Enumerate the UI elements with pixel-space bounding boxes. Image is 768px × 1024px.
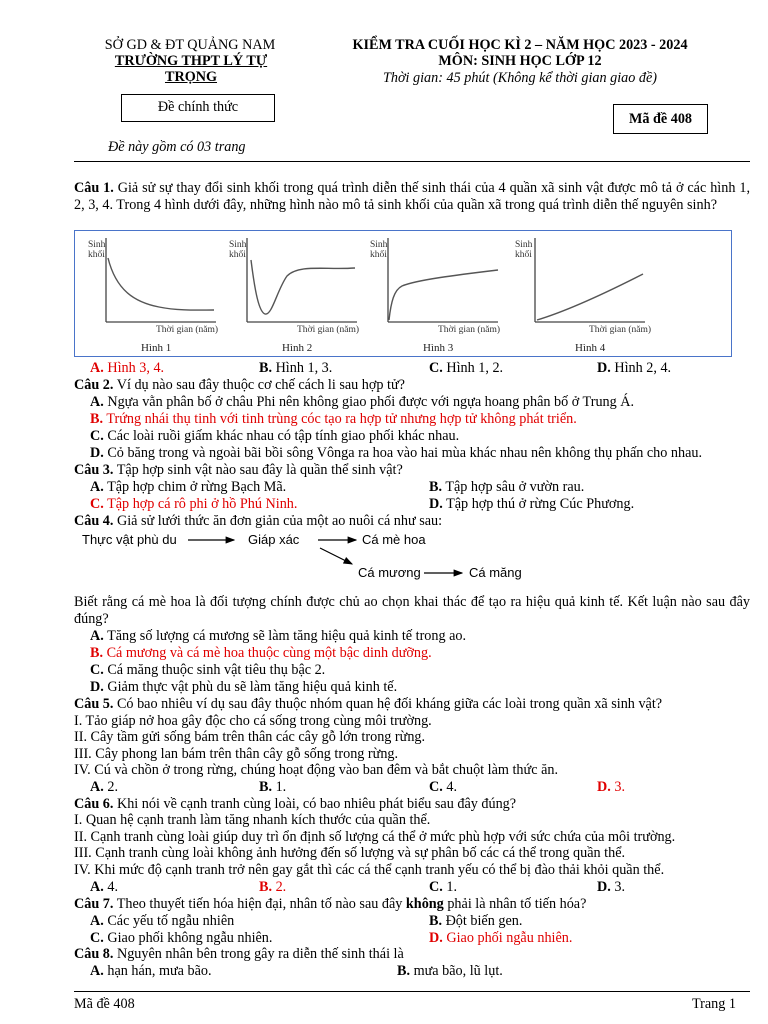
fig2-ylabel-2: khối — [229, 250, 246, 260]
exam-time: Thời gian: 45 phút (Không kể thời gian giao đề) — [382, 70, 658, 86]
foodweb-node-cyprinid: Cá mương — [358, 565, 421, 580]
exam-title: KIỂM TRA CUỐI HỌC KÌ 2 – NĂM HỌC 2023 - 2024 — [352, 37, 688, 53]
q8-stem: Câu 8. Nguyên nhân bên trong gây ra diễn thế sinh thái là — [74, 946, 404, 962]
fig1-xlabel: Thời gian (năm) — [156, 325, 219, 335]
fig1-ylabel-2: khối — [88, 250, 105, 260]
q4-option-c: C. Cá măng thuộc sinh vật tiêu thụ bậc 2. — [90, 662, 326, 678]
foodweb-node-crustacean: Giáp xác — [248, 532, 300, 547]
fig2-ylabel-1: Sinh — [229, 240, 247, 250]
q6-statement-3: III. Cạnh tranh cùng loài không ảnh hưởng đến số lượng và sự phân bố các cá thể trong quần thể. — [74, 845, 626, 861]
fig4-ylabel-2: khối — [515, 250, 532, 260]
q1-option-b: B. Hình 1, 3. — [259, 360, 333, 376]
fig3-xlabel: Thời gian (năm) — [438, 325, 501, 335]
footer-code: Mã đề 408 — [74, 996, 135, 1012]
q4-option-b: B. Cá mương và cá mè hoa thuộc cùng một bậc dinh dưỡng. — [90, 645, 432, 661]
q6-option-c: C. 1. — [429, 879, 457, 895]
q1-option-c: C. Hình 1, 2. — [429, 360, 504, 376]
q4-question: Biết rằng cá mè hoa là đối tượng chính được chủ ao chọn khai thác để tạo ra hiệu quả kinh tế. Kết luận nào sau đây đúng? — [74, 594, 750, 627]
footer-divider — [74, 991, 750, 992]
q4-option-d: D. Giảm thực vật phù du sẽ làm tăng hiệu quả kinh tế. — [90, 679, 398, 695]
q2-option-b: B. Trứng nhái thụ tinh với tinh trùng cóc tạo ra hợp tử nhưng hợp tử không phát triển. — [90, 411, 577, 427]
q5-option-a: A. 2. — [90, 779, 118, 795]
q6-statement-2: II. Cạnh tranh cùng loài giúp duy trì ổn định số lượng cá thể ở mức phù hợp với sức chứa của môi trường. — [74, 829, 676, 845]
q5-statement-4: IV. Cú và chồn ở trong rừng, chúng hoạt động vào ban đêm và bắt chuột làm thức ăn. — [74, 762, 559, 778]
q3-stem: Câu 3. Tập hợp sinh vật nào sau đây là quần thể sinh vật? — [74, 462, 403, 478]
header-dept: SỞ GD & ĐT QUẢNG NAM — [104, 37, 276, 53]
q1-option-a: A. Hình 3, 4. — [90, 360, 165, 376]
q2-option-d: D. Cỏ băng trong và ngoài bãi bồi sông Vônga ra hoa vào hai mùa khác nhau nên không thụ phấn cho nhau. — [90, 445, 703, 461]
exam-subject: MÔN: SINH HỌC LỚP 12 — [438, 53, 602, 69]
fig2-caption: Hình 2 — [282, 342, 313, 354]
q6-statement-4: IV. Khi mức độ cạnh tranh trở nên gay gắt thì các cá thể cạnh tranh yếu có thể bị đào thải khỏi quần thể. — [74, 862, 665, 878]
fig3-ylabel-1: Sinh — [370, 240, 388, 250]
q2-option-c: C. Các loài ruồi giấm khác nhau có tập tính giao phối khác nhau. — [90, 428, 460, 444]
q1-text: Giả sử sự thay đổi sinh khối trong quá trình diễn thế sinh thái của 4 quần xã sinh vật được mô tả ở các hình 1, 2, 3, 4. Trong 4 hình dưới đây, những hình nào mô tả sinh khối của quần xã trong quá trình diễn thế nguyên sinh? — [74, 180, 750, 213]
q6-option-a: A. 4. — [90, 879, 118, 895]
arrow-crustacean-to-cyprinid — [320, 548, 352, 564]
q5-statement-1: I. Tảo giáp nở hoa gây độc cho cá sống trong cùng môi trường. — [74, 713, 432, 729]
foodweb-node-bighead-carp: Cá mè hoa — [362, 532, 426, 547]
q7-option-b: B. Đột biến gen. — [429, 913, 523, 929]
fig4-caption: Hình 4 — [575, 342, 606, 354]
q5-option-b: B. 1. — [259, 779, 287, 795]
header-school-line1: TRƯỜNG THPT LÝ TỰ — [114, 53, 268, 69]
fig3-caption: Hình 3 — [423, 342, 454, 354]
exam-code: Mã đề 408 — [628, 111, 693, 127]
fig2-xlabel: Thời gian (năm) — [297, 325, 360, 335]
q3-option-a: A. Tập hợp chim ở rừng Bạch Mã. — [90, 479, 287, 495]
q5-option-d: D. 3. — [597, 779, 625, 795]
q3-option-d: D. Tập hợp thú ở rừng Cúc Phương. — [429, 496, 635, 512]
q7-option-c: C. Giao phối không ngẫu nhiên. — [90, 930, 273, 946]
foodweb-node-phytoplankton: Thực vật phù du — [82, 532, 177, 547]
fig1-ylabel-1: Sinh — [88, 240, 106, 250]
q4-option-a: A. Tăng số lượng cá mương sẽ làm tăng hiệu quả kinh tế trong ao. — [90, 628, 467, 644]
q6-statement-1: I. Quan hệ cạnh tranh làm tăng nhanh kích thước của quần thể. — [74, 812, 431, 828]
q2-option-a: A. Ngựa vằn phân bố ở châu Phi nên không giao phối được với ngựa hoang phân bố ở Trung Á. — [90, 394, 635, 410]
q1-option-d: D. Hình 2, 4. — [597, 360, 672, 376]
q7-option-a: A. Các yếu tố ngẫu nhiên — [90, 913, 235, 929]
footer-page: Trang 1 — [691, 996, 736, 1012]
q6-stem: Câu 6. Khi nói về cạnh tranh cùng loài, có bao nhiêu phát biểu sau đây đúng? — [74, 796, 517, 812]
fig1-caption: Hình 1 — [141, 342, 172, 354]
q5-stem: Câu 5. Có bao nhiêu ví dụ sau đây thuộc nhóm quan hệ đối kháng giữa các loài trong quần xã sinh vật? — [74, 696, 663, 712]
q8-option-a: A. hạn hán, mưa bão. — [90, 963, 212, 979]
fig4-xlabel: Thời gian (năm) — [589, 325, 652, 335]
q4-stem: Câu 4. Giả sử lưới thức ăn đơn giản của một ao nuôi cá như sau: — [74, 513, 443, 529]
q1-label: Câu 1. — [74, 180, 114, 196]
q7-option-d: D. Giao phối ngẫu nhiên. — [429, 930, 573, 946]
fig3-ylabel-2: khối — [370, 250, 387, 260]
q3-option-b: B. Tập hợp sâu ở vườn rau. — [429, 479, 585, 495]
q6-option-b: B. 2. — [259, 879, 287, 895]
official-label: Đề chính thức — [157, 99, 239, 115]
foodweb-node-elongate-fish: Cá măng — [469, 565, 522, 580]
fig4-ylabel-1: Sinh — [515, 240, 533, 250]
q3-option-c: C. Tập hợp cá rô phi ở hồ Phú Ninh. — [90, 496, 298, 512]
q5-statement-2: II. Cây tầm gửi sống bám trên thân các cây gỗ lớn trong rừng. — [74, 729, 426, 745]
q8-option-b: B. mưa bão, lũ lụt. — [397, 963, 503, 979]
q2-stem: Câu 2. Ví dụ nào sau đây thuộc cơ chế cách li sau hợp tử? — [74, 377, 405, 393]
q6-option-d: D. 3. — [597, 879, 625, 895]
pages-note: Đề này gồm có 03 trang — [108, 139, 246, 155]
q7-stem: Câu 7. Theo thuyết tiến hóa hiện đại, nhân tố nào sau đây không phải là nhân tố tiến hóa? — [74, 896, 587, 912]
header-school-line2: TRỌNG — [164, 69, 218, 85]
q5-statement-3: III. Cây phong lan bám trên thân cây gỗ sống trong rừng. — [74, 746, 399, 762]
q5-option-c: C. 4. — [429, 779, 457, 795]
